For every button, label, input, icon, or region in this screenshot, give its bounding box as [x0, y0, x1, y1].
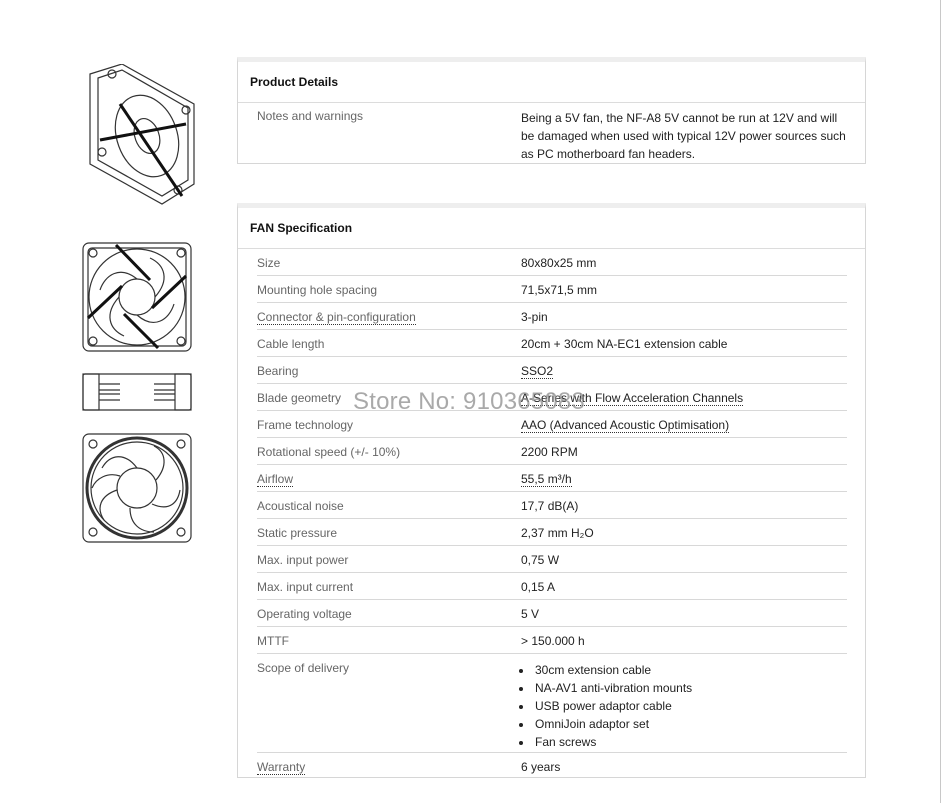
row-value: > 150.000 h — [521, 634, 585, 648]
fan-back-icon — [80, 432, 194, 544]
spec-row-mounting-hole-spacing — [257, 276, 847, 303]
spec-row-size — [257, 249, 847, 276]
spec-row-mttf — [257, 627, 847, 654]
row-label: Notes and warnings — [257, 109, 364, 123]
row-label: Max. input power — [257, 553, 349, 567]
row-value: 2,37 mm H₂O — [521, 526, 594, 540]
list-item: • NA-AV1 anti-vibration mounts — [533, 679, 692, 697]
list-item: • OmniJoin adaptor set — [533, 715, 692, 733]
spec-row-operating-voltage — [257, 600, 847, 627]
frame-technology-info-link[interactable]: AAO (Advanced Acoustic Optimisation) — [521, 418, 730, 432]
row-value: 80x80x25 mm — [521, 256, 597, 270]
row-value: 71,5x71,5 mm — [521, 283, 598, 297]
airflow-value-link[interactable]: 55,5 m³/h — [521, 472, 572, 486]
spec-row-max-input-current — [257, 573, 847, 600]
row-label: Static pressure — [257, 526, 338, 540]
airflow-info-link[interactable]: Airflow — [257, 472, 294, 486]
row-label: Rotational speed (+/- 10%) — [257, 445, 401, 459]
bearing-info-link[interactable]: SSO2 — [521, 364, 554, 378]
fan-front-icon — [80, 240, 194, 354]
spec-row-max-input-power — [257, 546, 847, 573]
row-label: MTTF — [257, 634, 289, 648]
fan-specification-panel — [237, 203, 866, 778]
spec-row-connector — [257, 303, 847, 330]
row-label: Max. input current — [257, 580, 354, 594]
spec-row-warranty — [257, 753, 847, 779]
row-value: 6 years — [521, 760, 561, 774]
product-details-panel — [237, 57, 866, 164]
spec-row-frame-technology — [257, 411, 847, 438]
row-value: Being a 5V fan, the NF-A8 5V cannot be run at 12V and will be damaged when used with typical 12V power sources such as PC motherboard fan headers. — [521, 111, 846, 161]
warranty-info-link[interactable]: Warranty — [257, 760, 306, 774]
row-value: 20cm + 30cm NA-EC1 extension cable — [521, 337, 728, 351]
row-label: Acoustical noise — [257, 499, 344, 513]
row-value: 0,75 W — [521, 553, 560, 567]
spec-row-cable-length — [257, 330, 847, 357]
row-label: Scope of delivery — [257, 661, 350, 675]
row-label: Size — [257, 256, 281, 270]
blade-geometry-info-link[interactable]: A-Series with Flow Acceleration Channels — [521, 391, 744, 405]
spec-row-static-pressure — [257, 519, 847, 546]
row-value: 3-pin — [521, 310, 548, 324]
row-label: Frame technology — [257, 418, 354, 432]
row-value: 0,15 A — [521, 580, 556, 594]
delivery-list — [521, 661, 692, 751]
fan-side-image[interactable] — [80, 372, 194, 412]
row-label: Cable length — [257, 337, 325, 351]
row-label: Blade geometry — [257, 391, 342, 405]
fan-isometric-image[interactable] — [82, 64, 198, 209]
list-item: • USB power adaptor cable — [533, 697, 692, 715]
spec-row-scope-of-delivery — [257, 654, 847, 753]
row-label: Operating voltage — [257, 607, 352, 621]
spec-row-bearing — [257, 357, 847, 384]
connector-info-link[interactable]: Connector & pin-configuration — [257, 310, 416, 324]
product-details-title: Product Details — [238, 62, 865, 103]
spec-row-airflow — [257, 465, 847, 492]
spec-row-rotational-speed — [257, 438, 847, 465]
fan-front-image[interactable] — [80, 240, 194, 354]
row-label: Bearing — [257, 364, 299, 378]
fan-isometric-icon — [82, 64, 198, 209]
spec-row-blade-geometry — [257, 384, 847, 411]
notes-and-warnings-row — [257, 103, 847, 163]
spec-row-acoustical-noise — [257, 492, 847, 519]
row-value: 2200 RPM — [521, 445, 578, 459]
fan-back-image[interactable] — [80, 432, 194, 544]
row-value: 5 V — [521, 607, 540, 621]
row-label: Mounting hole spacing — [257, 283, 378, 297]
list-item: • 30cm extension cable — [533, 661, 692, 679]
list-item: • Fan screws — [533, 733, 692, 751]
fan-specification-title: FAN Specification — [238, 208, 865, 249]
store-watermark: Store No: 910365083 — [353, 388, 585, 415]
fan-side-icon — [80, 372, 194, 412]
row-value: 17,7 dB(A) — [521, 499, 579, 513]
